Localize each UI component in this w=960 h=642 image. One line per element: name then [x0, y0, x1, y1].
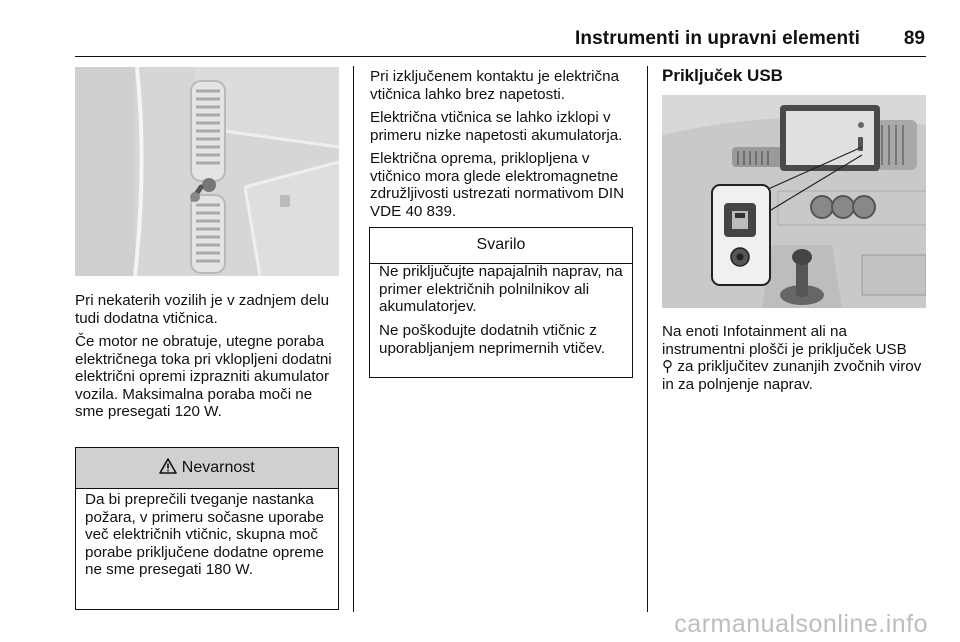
warning-box-title: Nevarnost: [181, 459, 255, 476]
paragraph-emc-standard: Električna oprema, priklopljena v vtičnico mora glede elektromagnetne združljivosti ustrezati normativom DIN VDE 40 839.: [370, 150, 625, 220]
column-divider-right: [647, 66, 648, 612]
paragraph-usb-description: [662, 323, 932, 393]
caution-box-title: Svarilo: [476, 236, 526, 253]
page-title: Instrumenti in upravni elementi: [575, 28, 860, 49]
paragraph-low-voltage: Električna vtičnica se lahko izklopi v primeru nizke napetosti akumulatorja.: [370, 109, 623, 144]
rear-socket-illustration: [75, 67, 339, 276]
usb-symbol-icon: ⚲: [662, 358, 674, 375]
caution-box: [369, 227, 633, 378]
section-title-usb: Priključek USB: [662, 66, 783, 85]
paragraph-extra-socket: Pri nekaterih vozilih je v zadnjem delu tudi dodatna vtičnica.: [75, 292, 330, 327]
paragraph-battery-drain: Če motor ne obratuje, utegne poraba električnega toka pri vklopljeni dodatni električni opremi izprazniti akumulator vozila. Maksimalna poraba moči ne sme presegati 120 W.: [75, 333, 332, 420]
column-divider-left: [353, 66, 354, 612]
page-number: 89: [903, 28, 925, 49]
caution-box-text-1: Ne priključujte napajalnih naprav, na primer električnih polnilnikov ali akumulatorjev.: [379, 263, 623, 315]
usb-text-line1: Na enoti Infotainment ali na instrumentni plošči je priključek USB: [662, 323, 907, 358]
warning-box: [75, 447, 339, 610]
usb-text-line2: za priključitev zunanjih zvočnih virov in za polnjenje naprav.: [662, 358, 922, 393]
watermark: carmanualsonline.info: [674, 610, 928, 638]
caution-box-header: [370, 228, 632, 264]
caution-box-text-2: Ne poškodujte dodatnih vtičnic z uporabljanjem neprimernih vtičev.: [379, 322, 605, 357]
warning-box-text: Da bi preprečili tveganje nastanka požara, v primeru sočasne uporabe več električnih vtičnic, skupna moč porabe priključene dodatne opreme ne sme presegati 180 W.: [85, 491, 324, 578]
usb-port-illustration: [662, 95, 926, 308]
header-divider: [75, 56, 926, 57]
paragraph-ignition-off: Pri izključenem kontaktu je električna vtičnica lahko brez napetosti.: [370, 68, 620, 103]
